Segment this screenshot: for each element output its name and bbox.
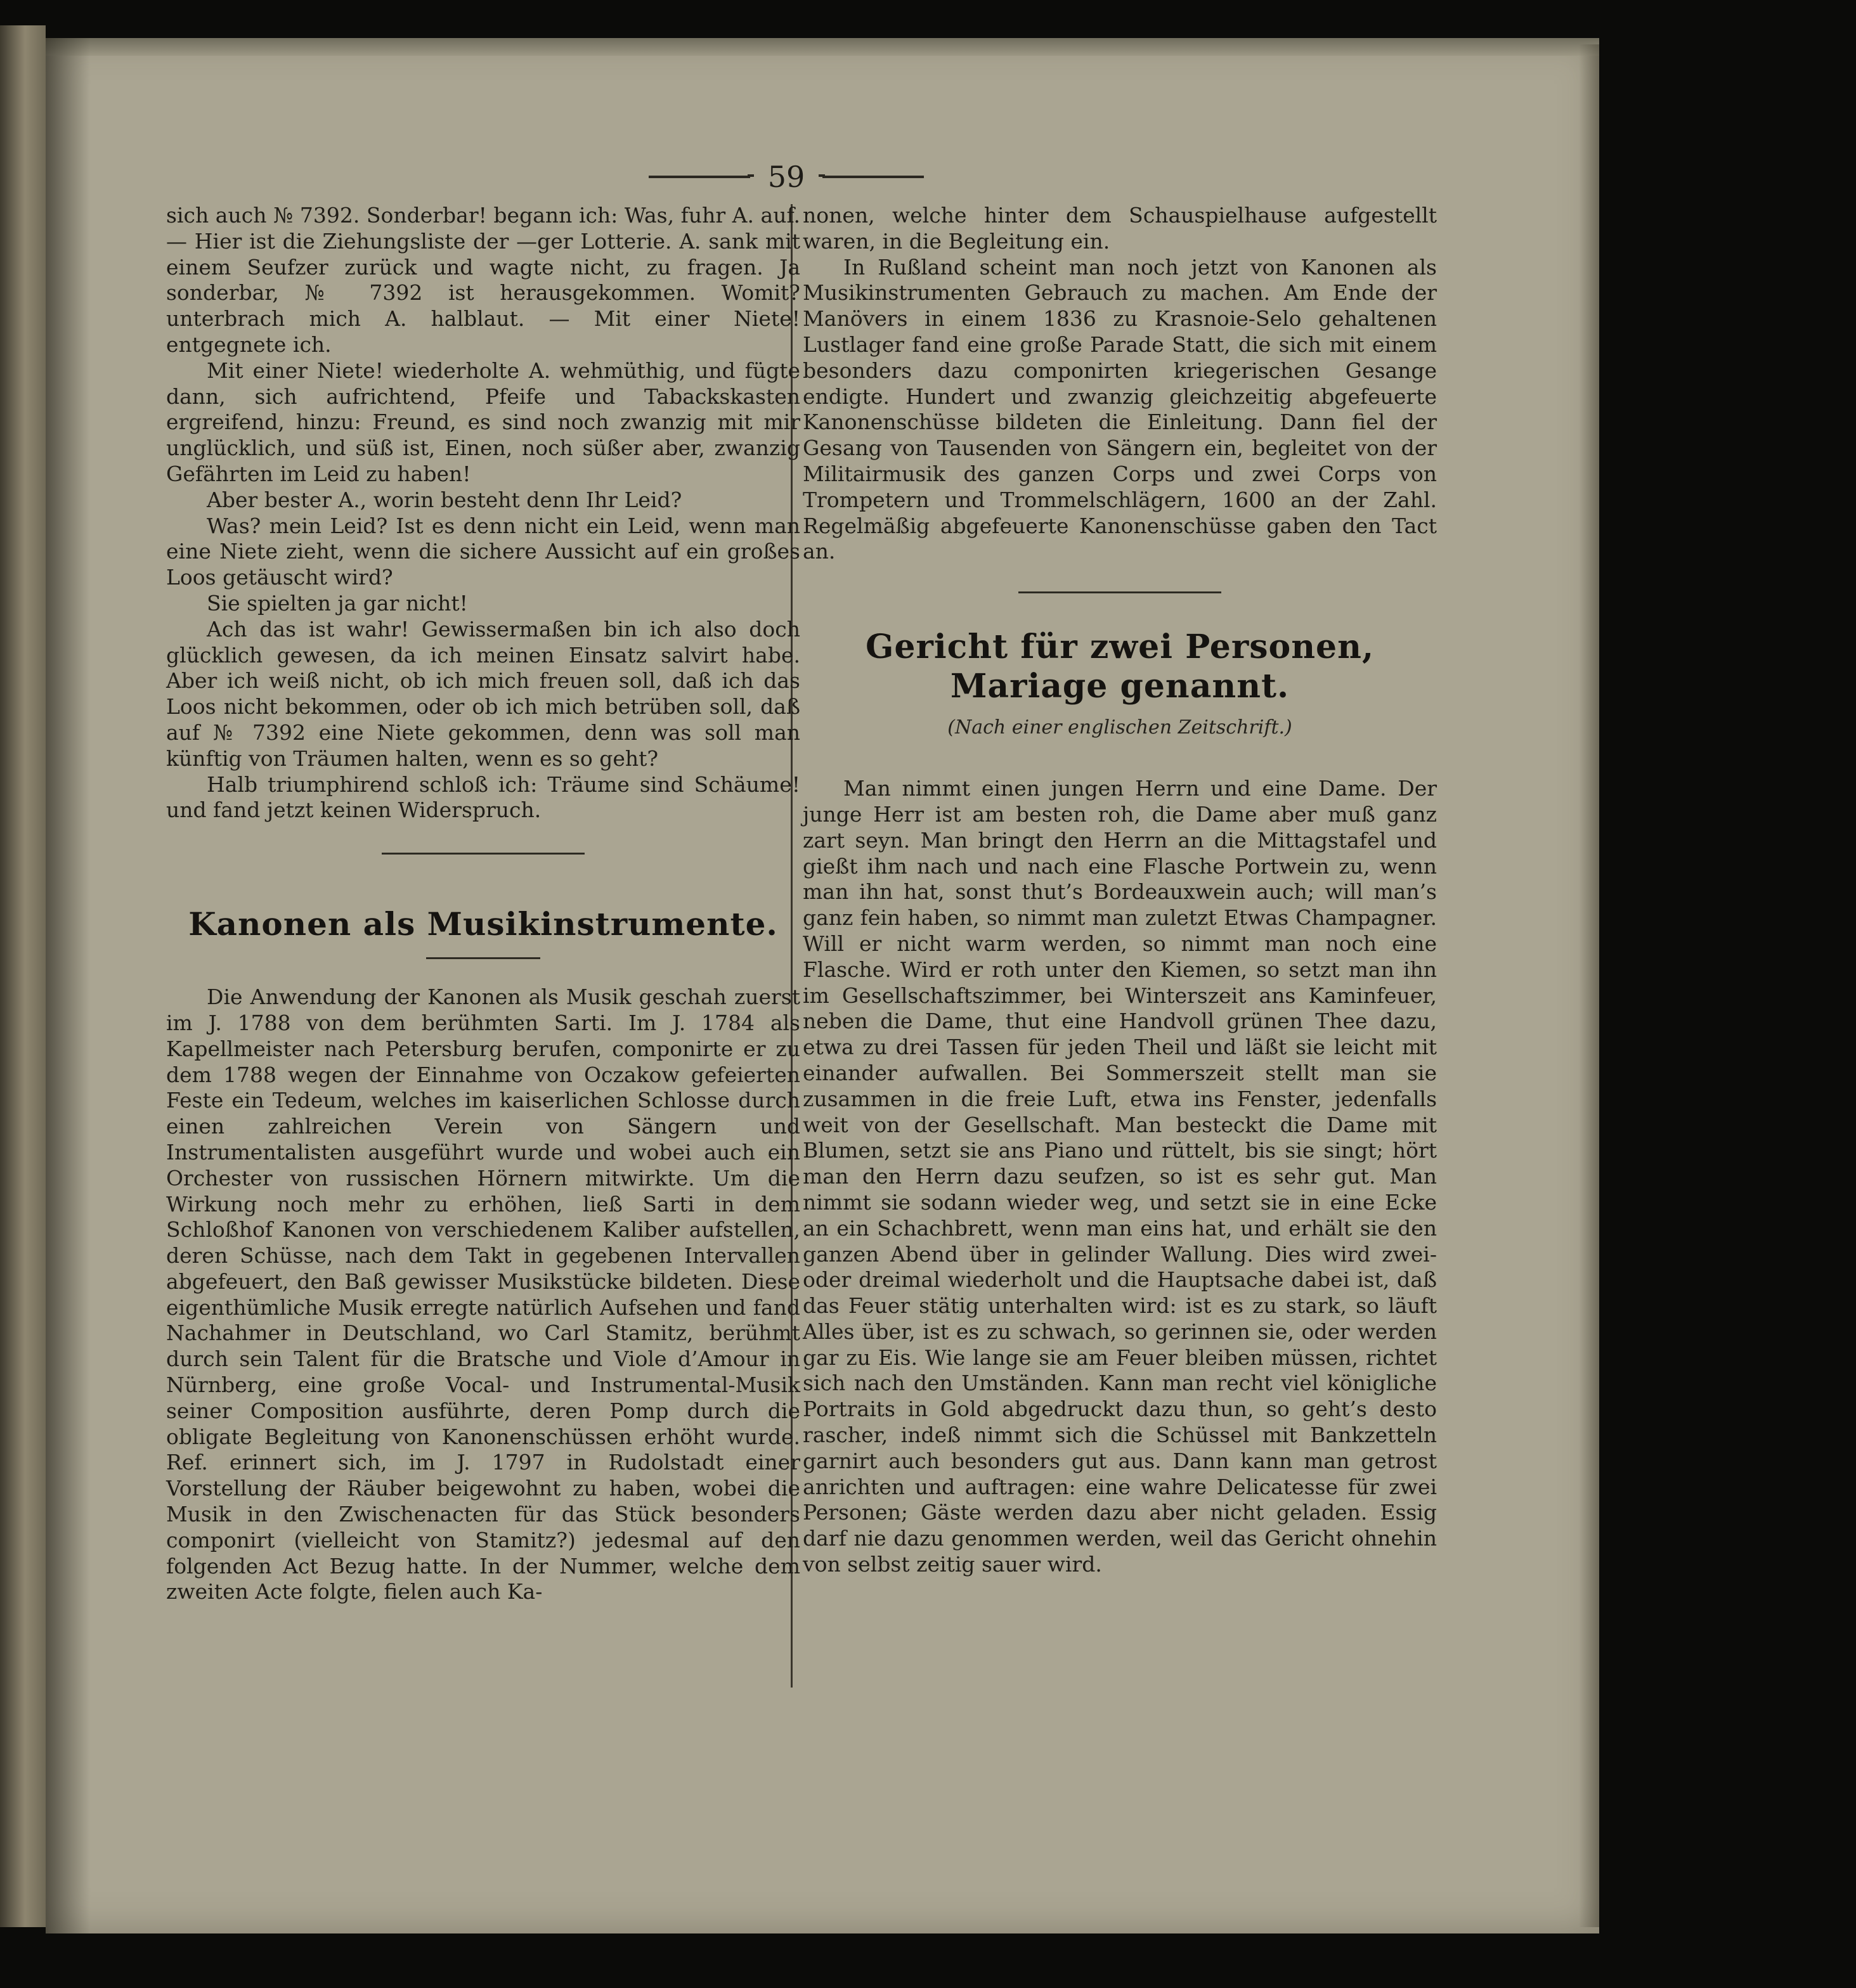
paragraph: In Rußland scheint man noch jetzt von Kanonen als Musikinstrumenten Gebrauch zu machen. Am Ende der Manövers in einem 1836 zu Krasnoie-Selo gehaltenen Lustlager fand eine große Parade Statt, die sich mit einem besonders dazu componirten kriegerischen Gesange endigte. Hundert und zwanzig gleichzeitig abgefeuerte Kanonenschüsse bildeten die Einleitung. Dann fiel der Gesang von Tausenden von Sängern ein, begleitet von der Militairmusik des ganzen Corps und zwei Corps von Trompetern und Trommelschlägern, 1600 an der Zahl. Regelmäßig abgefeuerte Kanonenschüsse gaben den Tact an. <box>803 254 1437 564</box>
paragraph: nonen, welche hinter dem Schauspielhause aufgestellt waren, in die Begleitung ein. <box>803 203 1437 254</box>
page-number: 59 <box>767 160 805 194</box>
right-column <box>803 203 1437 1578</box>
article-title: Kanonen als Musikinstrumente. <box>188 905 778 943</box>
paragraph: Ach das ist wahr! Gewissermaßen bin ich also doch glücklich gewesen, da ich meinen Einsatz salvirt habe. Aber ich weiß nicht, ob ich mich freuen soll, daß ich das Loos nicht bekommen, oder ob ich mich betrüben soll, daß auf № 7392 eine Niete gekommen, denn was soll man künftig von Träumen halten, wenn es so geht? <box>166 616 800 771</box>
spine-shadow <box>46 38 90 1933</box>
page-top-edge <box>46 38 1599 56</box>
paragraph: Mit einer Niete! wiederholte A. wehmüthig, und fügte dann, sich aufrichtend, Pfeife und Tabackskasten ergreifend, hinzu: Freund, es sind noch zwanzig mit mir unglücklich, und süß ist, Einen, noch süßer aber, zwanzig Gefährten im Leid zu haben! <box>166 358 800 486</box>
paragraph: Halb triumphirend schloß ich: Träume sind Schäume! und fand jetzt keinen Widerspruch. <box>166 771 800 823</box>
page-right-edge <box>1579 44 1599 1927</box>
paragraph: Was? mein Leid? Ist es denn nicht ein Leid, wenn man eine Niete zieht, wenn die sichere Aussicht auf ein großes Loos getäuscht wird? <box>166 513 800 590</box>
paragraph: Aber bester A., worin besteht denn Ihr Leid? <box>207 487 682 512</box>
article-title: Gericht für zwei Personen, Mariage genannt. <box>865 628 1375 706</box>
paragraph: Sie spielten ja gar nicht! <box>207 590 468 616</box>
paragraph: Man nimmt einen jungen Herrn und eine Dame. Der junge Herr ist am besten roh, die Dame aber muß ganz zart seyn. Man bringt den Herrn an die Mittagstafel und gießt ihm nach und nach eine Flasche Portwein zu, wenn man ihn hat, sonst thut’s Bordeauxwein auch; will man’s ganz fein haben, so nimmt man zuletzt Etwas Champagner. Will er nicht warm werden, so nimmt man noch eine Flasche. Wird er roth unter den Kiemen, so setzt man ihn im Gesellschaftszimmer, bei Winterszeit ans Kaminfeuer, neben die Dame, thut eine Handvoll grünen Thee dazu, etwa zu drei Tassen für jeden Theil und läßt sie leicht mit einander aufwallen. Bei Sommerszeit stellt man sie zusammen in die freie Luft, etwa ins Fenster, jedenfalls weit von der Gesellschaft. Man besteckt die Dame mit Blumen, setzt sie ans Piano und rüttelt, bis sie singt; hört man den Herrn dazu seufzen, so ist es sehr gut. Man nimmt sie sodann wieder weg, und setzt sie in eine Ecke an ein Schachbrett, wenn man eins hat, und erhält sie den ganzen Abend über in gelinder Wallung. Dies wird zwei- oder dreimal wiederholt und die Hauptsache dabei ist, daß das Feuer stätig unterhalten wird: ist es zu stark, so läuft Alles über, ist es zu schwach, so gerinnen sie, oder werden gar zu Eis. Wie lange sie am Feuer bleiben müssen, richtet sich nach den Umständen. Kann man recht viel königliche Portraits in Gold abgedruckt dazu thun, so geht’s desto rascher, indeß nimmt sich die Schüssel mit Bankzetteln garnirt auch besonders gut aus. Dann kann man getrost anrichten und auftragen: eine wahre Delicatesse für zwei Personen; Gäste werden dazu aber nicht geladen. Essig darf nie dazu genommen werden, weil das Gericht ohnehin von selbst zeitig sauer wird. <box>803 776 1437 1577</box>
facing-page-edge <box>0 25 46 1927</box>
page-number-ornament-right <box>822 176 924 178</box>
paragraph: sich auch № 7392. Sonderbar! begann ich: Was, fuhr A. auf. — Hier ist die Ziehungsliste der —ger Lotterie. A. sank mit einem Seufzer zurück und wagte nicht, zu fragen. Ja sonderbar, № 7392 ist herausgekommen. Womit? unterbrach mich A. halblaut. — Mit einer Niete! entgegnete ich. <box>166 203 800 357</box>
article-source: (Nach einer englischen Zeitschrift.) <box>947 716 1292 739</box>
page-number-ornament-left <box>649 176 750 178</box>
left-column <box>166 203 800 1605</box>
paragraph: Die Anwendung der Kanonen als Musik geschah zuerst im J. 1788 von dem berühmten Sarti. Im J. 1784 als Kapellmeister nach Petersburg berufen, componirte er zu dem 1788 wegen der Einnahme von Oczakow gefeierten Feste ein Tedeum, welches im kaiserlichen Schlosse durch einen zahlreichen Verein von Sängern und Instrumentalisten ausgeführt wurde und wobei auch ein Orchester von russischen Hörnern mitwirkte. Um die Wirkung noch mehr zu erhöhen, ließ Sarti in dem Schloßhof Kanonen von verschiedenem Kaliber aufstellen, deren Schüsse, nach dem Takt in gegebenen Intervallen abgefeuert, den Baß gewisser Musikstücke bildeten. Diese eigenthümliche Musik erregte natürlich Aufsehen und fand Nachahmer in Deutschland, wo Carl Stamitz, berühmt durch sein Talent für die Bratsche und Viole d’Amour in Nürnberg, eine große Vocal- und Instrumental-Musik seiner Composition ausführte, deren Pomp durch die obligate Begleitung von Kanonenschüssen erhöht wurde. Ref. erinnert sich, im J. 1797 in Rudolstadt einer Vorstellung der Räuber beigewohnt zu haben, wobei die Musik in den Zwischenacten für das Stück besonders componirt (vielleicht von Stamitz?) jedesmal auf den folgenden Act Bezug hatte. In der Nummer, welche dem zweiten Acte folgte, fielen auch Ka- <box>166 984 800 1604</box>
page-number-row <box>621 155 951 199</box>
